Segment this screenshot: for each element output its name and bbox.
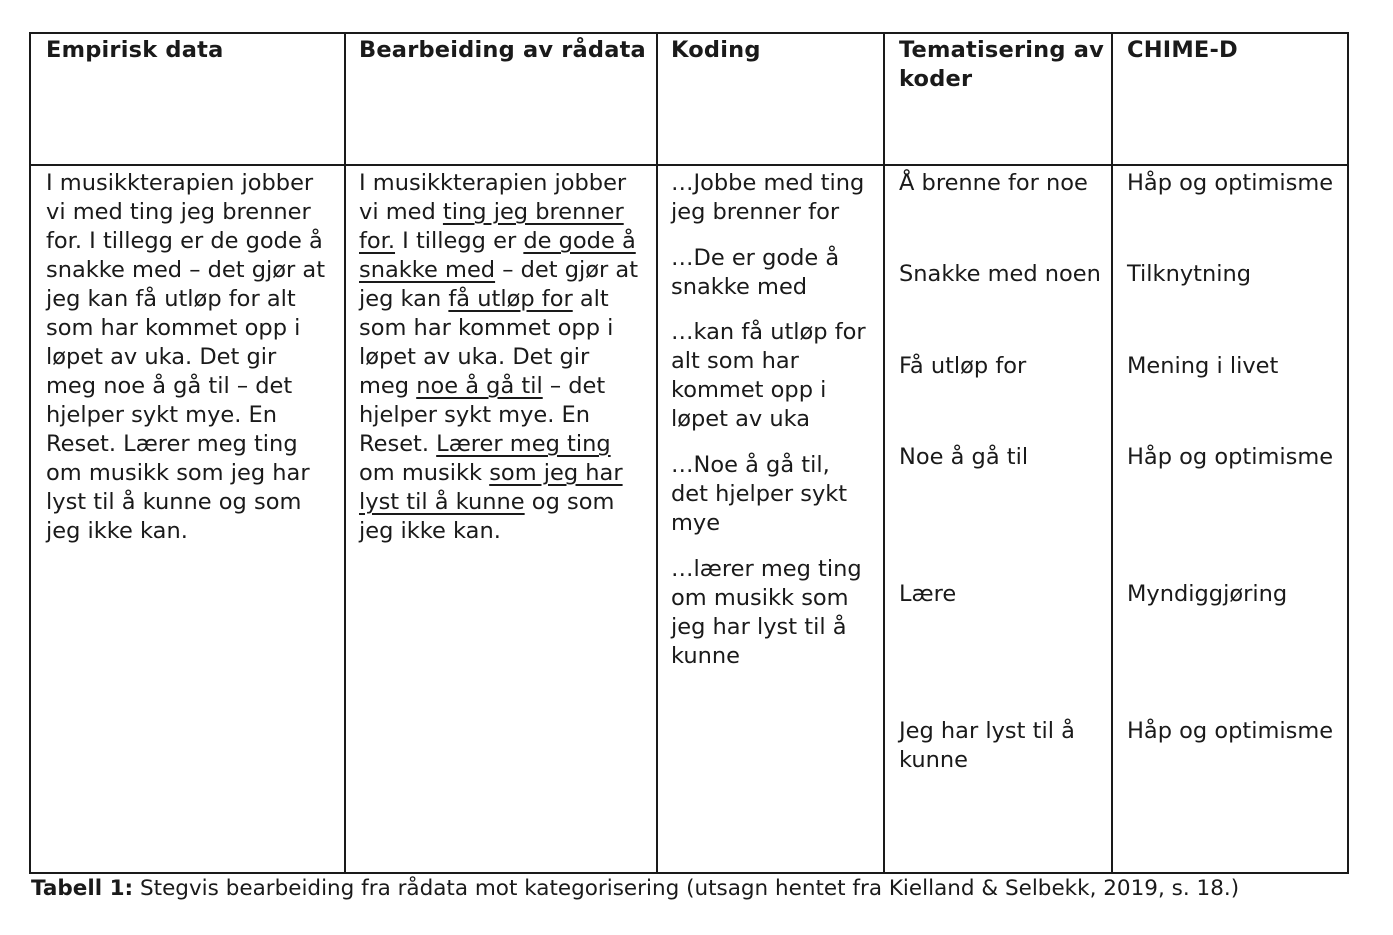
text-segment: vi med xyxy=(359,199,443,225)
column-divider xyxy=(883,34,885,872)
chime-item: Håp og optimisme xyxy=(1127,170,1334,196)
text-segment: Reset. xyxy=(359,431,437,457)
underlined-segment: lyst til å kunne xyxy=(359,489,525,515)
koding-item xyxy=(671,318,866,434)
text-line: …Noe å gå til, xyxy=(671,452,830,478)
koding-item xyxy=(671,555,862,671)
header-bearbeiding: Bearbeiding av rådata xyxy=(359,37,646,63)
header-tematisering xyxy=(899,36,1104,94)
tema-item xyxy=(899,717,1075,775)
header-tematisering-line-2: koder xyxy=(899,66,973,92)
text-line: …lærer meg ting xyxy=(671,556,862,582)
column-divider xyxy=(344,34,346,872)
underlined-segment: noe å gå til xyxy=(416,373,543,399)
text-segment: jeg kan xyxy=(359,286,449,312)
text-line: …De er gode å xyxy=(671,245,840,271)
chime-item: Tilknytning xyxy=(1127,261,1252,287)
tema-item: Snakke med noen xyxy=(899,261,1101,287)
text-segment: I musikkterapien jobber xyxy=(359,170,627,196)
underlined-segment: for. xyxy=(359,228,396,254)
text-segment: og som xyxy=(524,489,615,515)
text-line xyxy=(359,488,638,517)
text-line xyxy=(359,372,638,401)
header-tematisering-line-1: Tematisering av xyxy=(899,37,1104,63)
underlined-segment: Lærer meg ting xyxy=(436,431,611,457)
header-koding: Koding xyxy=(671,37,761,63)
chime-item: Håp og optimisme xyxy=(1127,718,1334,744)
text-line: alt som har xyxy=(671,348,799,374)
underlined-segment: som jeg har xyxy=(489,460,623,486)
text-line xyxy=(359,169,638,198)
koding-item xyxy=(671,169,864,227)
text-line: Reset. Lærer meg ting xyxy=(46,431,298,457)
text-line: som har kommet opp i xyxy=(46,315,301,341)
text-line xyxy=(359,256,638,285)
text-line xyxy=(359,227,638,256)
text-segment: – det gjør at xyxy=(495,257,639,283)
empirisk-data-cell xyxy=(46,169,325,546)
text-line xyxy=(359,314,638,343)
text-line: kunne xyxy=(671,643,740,669)
caption-label: Tabell 1: xyxy=(31,876,134,901)
table-caption xyxy=(31,874,1239,904)
underlined-segment: ting jeg brenner xyxy=(442,199,624,225)
text-line: jeg ikke kan. xyxy=(46,518,188,544)
text-line: for. I tillegg er de gode å xyxy=(46,228,323,254)
text-line xyxy=(359,198,638,227)
chime-item: Mening i livet xyxy=(1127,353,1279,379)
text-segment: – det xyxy=(542,373,606,399)
chime-item: Myndiggjøring xyxy=(1127,581,1288,607)
tema-item: Å brenne for noe xyxy=(899,170,1088,196)
text-line: jeg har lyst til å xyxy=(671,614,847,640)
text-line: det hjelper sykt xyxy=(671,481,848,507)
text-line: I musikkterapien jobber xyxy=(46,170,314,196)
koding-item xyxy=(671,244,839,302)
text-line: kunne xyxy=(899,747,968,773)
underlined-segment: få utløp for xyxy=(448,286,573,312)
text-line: hjelper sykt mye. En xyxy=(46,402,278,428)
text-line: om musikk som xyxy=(671,585,849,611)
text-line: løpet av uka. Det gir xyxy=(46,344,277,370)
text-line: Jeg har lyst til å xyxy=(899,718,1075,744)
text-line xyxy=(359,459,638,488)
text-segment: hjelper sykt mye. En xyxy=(359,402,591,428)
text-line: kommet opp i xyxy=(671,377,827,403)
column-divider xyxy=(1111,34,1113,872)
text-line: lyst til å kunne og som xyxy=(46,489,302,515)
text-line: …kan få utløp for xyxy=(671,319,866,345)
text-line xyxy=(359,401,638,430)
header-empirisk-data: Empirisk data xyxy=(46,37,224,63)
tema-item: Noe å gå til xyxy=(899,444,1029,470)
text-line xyxy=(359,517,638,546)
text-line: mye xyxy=(671,510,721,536)
text-line: snakke med xyxy=(671,274,808,300)
text-line: vi med ting jeg brenner xyxy=(46,199,311,225)
text-segment: om musikk xyxy=(359,460,490,486)
text-line: om musikk som jeg har xyxy=(46,460,310,486)
tema-item: Lære xyxy=(899,581,957,607)
text-segment: løpet av uka. Det gir xyxy=(359,344,590,370)
text-line xyxy=(359,343,638,372)
text-line: snakke med – det gjør at xyxy=(46,257,326,283)
text-segment: I tillegg er xyxy=(395,228,524,254)
text-segment: som har kommet opp i xyxy=(359,315,614,341)
text-line: meg noe å gå til – det xyxy=(46,373,293,399)
tema-item: Få utløp for xyxy=(899,353,1027,379)
underlined-segment: snakke med xyxy=(359,257,496,283)
text-line: løpet av uka xyxy=(671,406,811,432)
caption-text: Stegvis bearbeiding fra rådata mot kategorisering (utsagn hentet fra Kielland & Selbekk, 2019, s. 18.) xyxy=(133,876,1240,901)
header-divider xyxy=(31,164,1347,166)
text-line: …Jobbe med ting xyxy=(671,170,865,196)
header-chime-d: CHIME-D xyxy=(1127,37,1238,63)
text-segment: meg xyxy=(359,373,417,399)
chime-item: Håp og optimisme xyxy=(1127,444,1334,470)
koding-item xyxy=(671,451,847,538)
underlined-segment: de gode å xyxy=(523,228,636,254)
text-line: jeg brenner for xyxy=(671,199,840,225)
bearbeiding-cell xyxy=(359,169,638,546)
text-line xyxy=(359,430,638,459)
text-line xyxy=(359,285,638,314)
text-segment: jeg ikke kan. xyxy=(359,518,501,544)
data-table xyxy=(29,32,1349,874)
text-line: jeg kan få utløp for alt xyxy=(46,286,296,312)
text-segment: alt xyxy=(572,286,609,312)
column-divider xyxy=(656,34,658,872)
